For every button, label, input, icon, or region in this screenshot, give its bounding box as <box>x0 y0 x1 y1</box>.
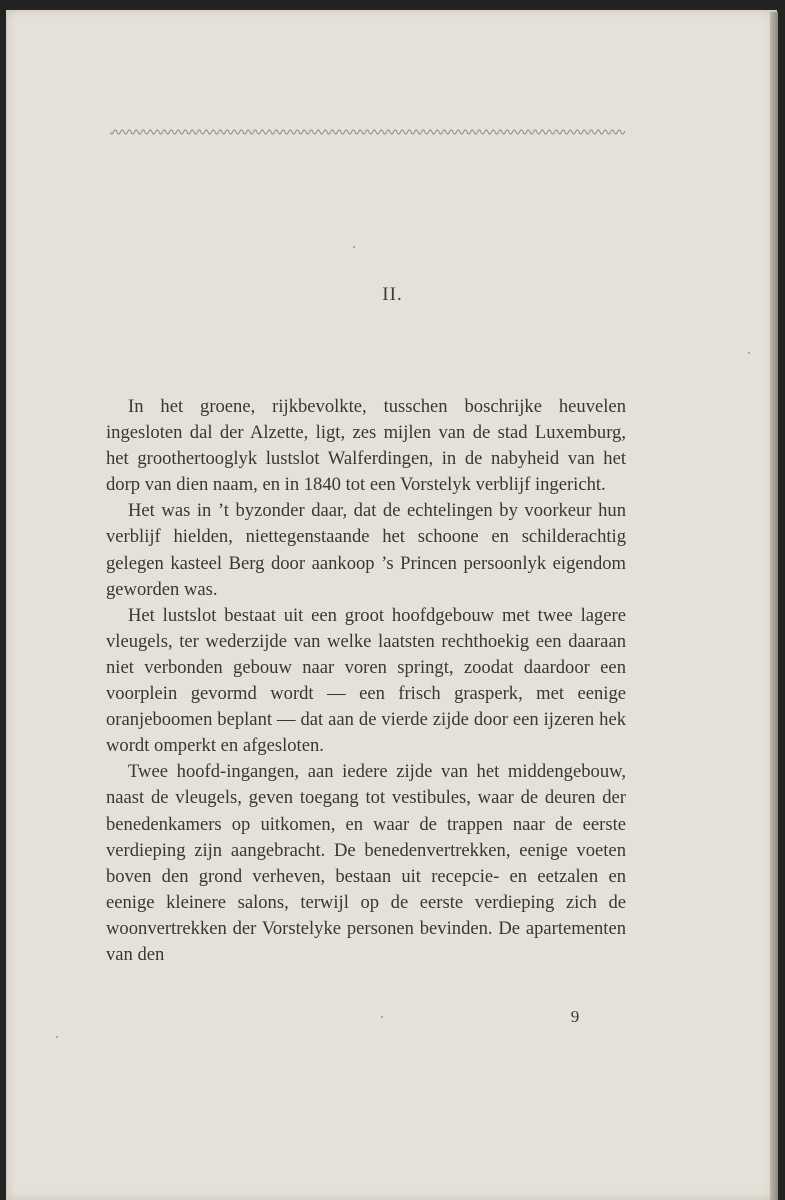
wavy-rule-ornament <box>110 126 625 138</box>
paper-speck <box>748 352 750 354</box>
paper-speck <box>353 246 355 248</box>
chapter-heading: II. <box>382 284 403 305</box>
page-edge <box>770 12 778 1200</box>
paragraph: Het lustslot bestaat uit een groot hoofdgebouw met twee lagere vleugels, ter wederzijde van welke laatsten rechthoekig een daaraan niet verbonden gebouw naar voren springt, zoodat daardoor een voorplein gevormd wordt — een frisch grasperk, met eenige oranjeboomen beplant — dat aan de vierde zijde door een ijzeren hek wordt omperkt en afgesloten. <box>106 604 626 757</box>
paragraph: Twee hoofd-ingangen, aan iedere zijde van het middengebouw, naast de vleugels, geven toegang tot vestibules, waar de deuren der benedenkamers op uitkomen, en waar de trappen naar de eerste verdieping zijn aangebracht. De benedenvertrekken, eenige voeten boven den grond verheven, bestaan uit recepcie- en eetzalen en eenige kleinere salons, terwijl op de eerste verdieping zich de woonvertrekken der Vorstelyke personen bevinden. De apartementen van den <box>106 761 626 965</box>
paper-speck <box>56 1036 58 1038</box>
paragraph: Het was in ’t byzonder daar, dat de echtelingen by voorkeur hun verblijf hielden, niettegenstaande het schoone en schilderachtig gelegen kasteel Berg door aankoop ’s Princen persoonlyk eigendom geworden was. <box>106 500 626 600</box>
page-number: 9 <box>570 1007 580 1026</box>
body-text <box>106 394 626 968</box>
paper-speck <box>381 1016 383 1018</box>
paragraph: In het groene, rijkbevolkte, tusschen boschrijke heuvelen ingesloten dal der Alzette, ligt, zes mijlen van de stad Luxemburg, het groothertooglyk lustslot Walferdingen, in de nabyheid van het dorp van dien naam, en in 1840 tot een Vorstelyk verblijf ingericht. <box>106 396 626 496</box>
